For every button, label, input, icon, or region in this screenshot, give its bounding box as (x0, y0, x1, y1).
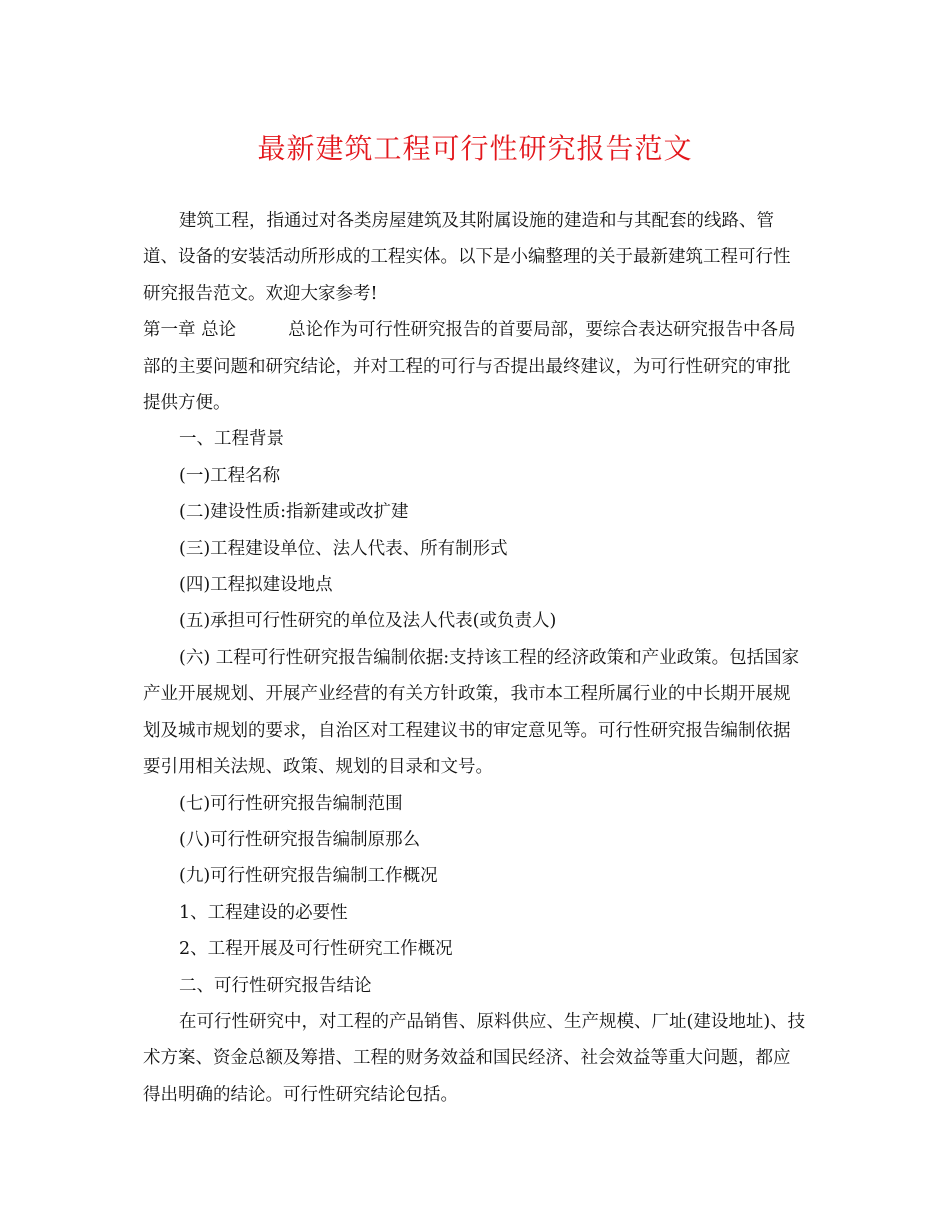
list-item: 二、可行性研究报告结论 (179, 975, 372, 996)
chapter-paragraph (143, 312, 807, 421)
list-item: (四)工程拟建设地点 (179, 575, 333, 596)
list-item: (三)工程建设单位、法人代表、所有制形式 (179, 538, 508, 559)
list-item: 一、工程背景 (179, 429, 284, 450)
list-item: (七)可行性研究报告编制范围 (179, 793, 403, 814)
list-item: 在可行性研究中，对工程的产品销售、原料供应、生产规模、厂址(建设地址)、技术方案、资金总额及筹措、工程的财务效益和国民经济、社会效益等重大问题，都应得出明确的结论。可行性研究结论包括。 (143, 1011, 806, 1105)
list-item: (八)可行性研究报告编制原那么 (179, 829, 421, 850)
chapter-text: 总论作为可行性研究报告的首要局部，要综合表达研究报告中各局部的主要问题和研究结论，并对工程的可行与否提出最终建议，为可行性研究的审批提供方便。 (143, 320, 796, 414)
list-item: (五)承担可行性研究的单位及法人代表(或负责人) (179, 611, 557, 632)
list-item: (一)工程名称 (179, 465, 281, 486)
document-body (143, 203, 807, 1113)
list-item: 2、工程开展及可行性研究工作概况 (179, 939, 453, 960)
list-item: 1、工程建设的必要性 (179, 902, 348, 923)
list-item: (二)建设性质:指新建或改扩建 (179, 502, 409, 523)
chapter-heading: 第一章 总论 (143, 320, 237, 341)
document-title: 最新建筑工程可行性研究报告范文 (257, 132, 693, 165)
list-item: (九)可行性研究报告编制工作概况 (179, 866, 438, 887)
intro-paragraph: 建筑工程，指通过对各类房屋建筑及其附属设施的建造和与其配套的线路、管道、设备的安装活动所形成的工程实体。以下是小编整理的关于最新建筑工程可行性研究报告范文。欢迎大家参考! (143, 211, 791, 304)
list-item: (六) 工程可行性研究报告编制依据:支持该工程的经济政策和产业政策。包括国家产业开展规划、开展产业经营的有关方针政策，我市本工程所属行业的中长期开展规划及城市规划的要求，自治区对工程建议书的审定意见等。可行性研究报告编制依据要引用相关法规、政策、规划的目录和文号。 (143, 647, 800, 778)
